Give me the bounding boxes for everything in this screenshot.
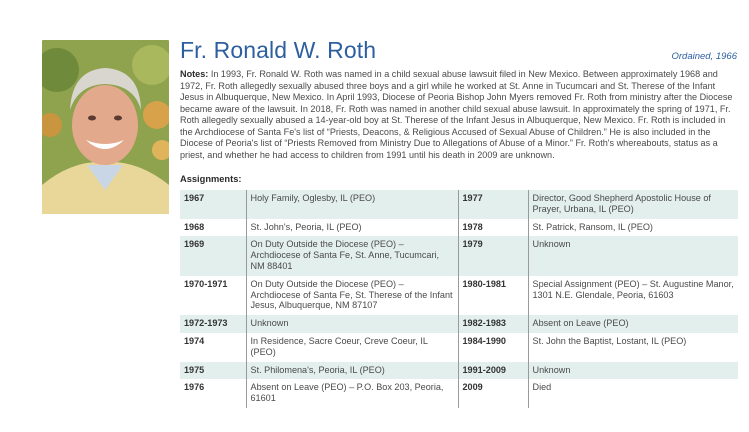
table-row bbox=[180, 379, 738, 408]
assignment-year: 1968 bbox=[184, 221, 205, 232]
assignment-description: Unknown bbox=[528, 362, 738, 380]
priest-name-title: Fr. Ronald W. Roth bbox=[180, 37, 377, 63]
table-row bbox=[180, 333, 738, 362]
table-row bbox=[180, 219, 738, 237]
table-row bbox=[180, 236, 738, 275]
assignment-year: 1969 bbox=[180, 236, 246, 275]
assignments-heading: Assignments: bbox=[180, 174, 242, 184]
assignment-year: 1970-1971 bbox=[184, 278, 228, 289]
assignment-year: 1972-1973 bbox=[180, 315, 246, 333]
assignment-year: 1978 bbox=[458, 219, 528, 237]
assignment-description: St. Philomena's, Peoria, IL (PEO) bbox=[246, 362, 458, 380]
assignment-year: 1976 bbox=[184, 382, 205, 393]
assignment-description: St. John the Baptist, Lostant, IL (PEO) bbox=[528, 333, 738, 362]
table-row bbox=[180, 362, 738, 380]
table-row bbox=[180, 315, 738, 333]
assignment-description: Absent on Leave (PEO) – P.O. Box 203, Peoria, 61601 bbox=[246, 379, 458, 408]
assignment-year: 1980-1981 bbox=[458, 276, 528, 315]
ordination-date: Ordained, 1966 bbox=[671, 51, 737, 62]
assignment-year: 1974 bbox=[184, 335, 205, 346]
assignment-description: Died bbox=[528, 379, 738, 408]
assignment-year: 1975 bbox=[180, 362, 246, 380]
assignment-year: 1991-2009 bbox=[458, 362, 528, 380]
notes-text: In 1993, Fr. Ronald W. Roth was named in a child sexual abuse lawsuit filed in New Mexico. Between approximately 1968 and 1972, Fr. Roth allegedly sexually abused three boys and a girl while he worked at St. Anne in Tucumcari and St. Therese of the Infant Jesus in Albuquerque, New Mexico. In April 1993, Diocese of Peoria Bishop John Myers removed Fr. Roth from ministry after the Diocese became aware of the lawsuit. In 2018, Fr. Roth was named in another child sexual abuse lawsuit. In approximately the spring of 1971, Fr. Roth allegedly sexually abused a 14-year-old boy at St. Therese of the Infant Jesus in Albuquerque, New Mexico. Fr. Roth is included in the Archdiocese of Santa Fe's list of “Priests, Deacons, & Religious Accused of Sexual Abuse of Children.” He is also included in the Diocese of Peoria's list of “Priests Removed from Ministry Due to Allegations of Abuse of a Minor.” Fr. Roth's whereabouts, status as a priest, and whether he had access to children from 1991 until his death in 2009 are unknown. bbox=[180, 69, 733, 160]
notes-paragraph bbox=[180, 69, 738, 161]
assignment-year: 1977 bbox=[458, 190, 528, 219]
assignment-year: 1979 bbox=[458, 236, 528, 275]
notes-label: Notes: bbox=[180, 69, 209, 79]
assignment-description: Unknown bbox=[246, 315, 458, 333]
assignment-year: 1967 bbox=[180, 190, 246, 219]
assignment-description: St. Patrick, Ransom, IL (PEO) bbox=[528, 219, 738, 237]
assignment-description: Unknown bbox=[528, 236, 738, 275]
table-row bbox=[180, 190, 738, 219]
assignment-description: Absent on Leave (PEO) bbox=[528, 315, 738, 333]
assignment-description: On Duty Outside the Diocese (PEO) – Archdiocese of Santa Fe, St. Anne, Tucumcari, NM 88401 bbox=[246, 236, 458, 275]
assignment-year: 2009 bbox=[458, 379, 528, 408]
assignment-year: 1982-1983 bbox=[458, 315, 528, 333]
assignment-description: Director, Good Shepherd Apostolic House of Prayer, Urbana, IL (PEO) bbox=[528, 190, 738, 219]
assignment-description: Special Assignment (PEO) – St. Augustine Manor, 1301 N.E. Glendale, Peoria, 61603 bbox=[528, 276, 738, 315]
table-row bbox=[180, 276, 738, 315]
priest-portrait-photo bbox=[42, 40, 169, 214]
assignment-description: St. John's, Peoria, IL (PEO) bbox=[246, 219, 458, 237]
assignment-description: Holy Family, Oglesby, IL (PEO) bbox=[246, 190, 458, 219]
assignment-description: On Duty Outside the Diocese (PEO) – Archdiocese of Santa Fe, St. Therese of the Infant Jesus, Albuquerque, NM 87107 bbox=[246, 276, 458, 315]
assignments-table bbox=[180, 190, 738, 408]
assignment-year: 1984-1990 bbox=[458, 333, 528, 362]
assignment-description: In Residence, Sacre Coeur, Creve Coeur, IL (PEO) bbox=[246, 333, 458, 362]
